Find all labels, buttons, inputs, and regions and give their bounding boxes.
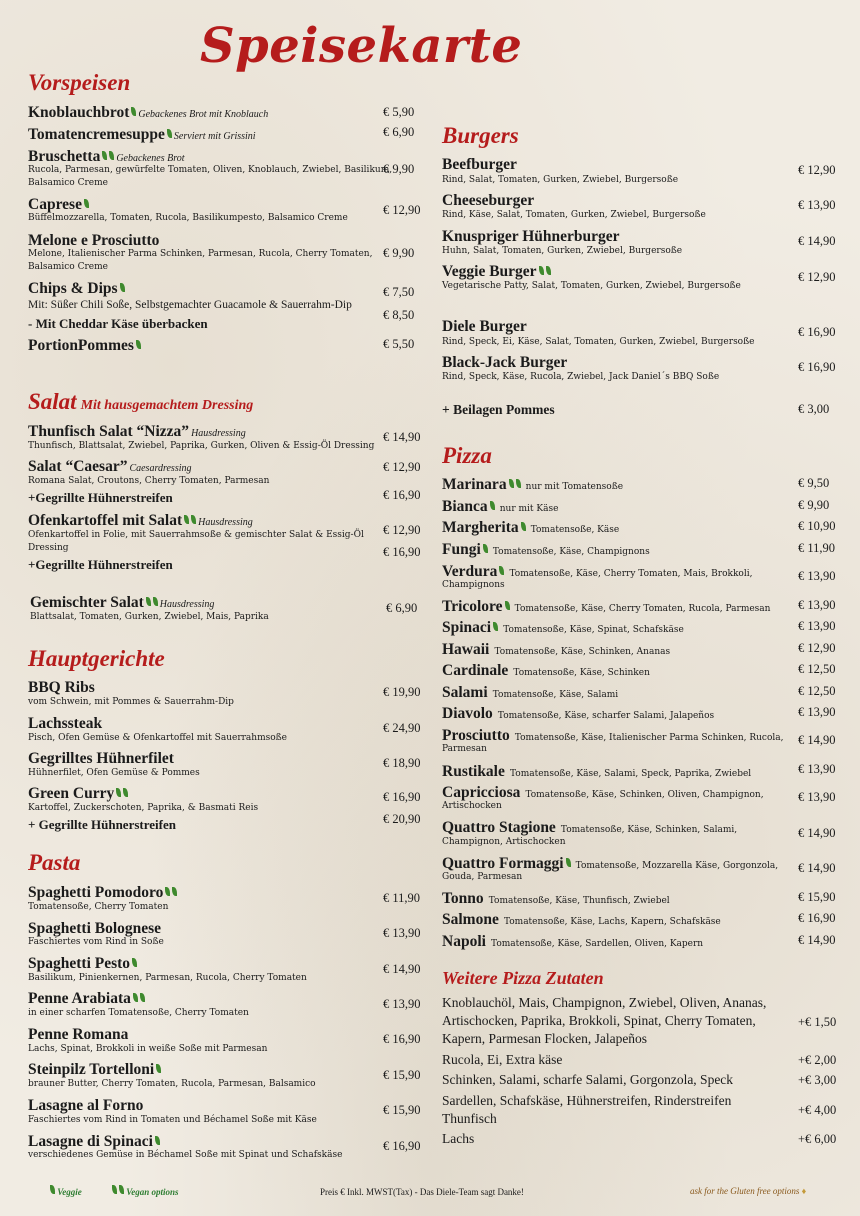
section-extras: Weitere Pizza Zutaten xyxy=(442,968,604,988)
item-name: Knuspriger Hühnerburger xyxy=(442,228,620,245)
section-vorspeisen: Vorspeisen xyxy=(28,70,131,95)
item-price: € 16,90 xyxy=(798,325,836,339)
item-price: € 14,90 xyxy=(383,430,421,444)
veggie-leaf-icon xyxy=(499,566,504,575)
item-desc: Parmesan xyxy=(442,744,487,754)
menu-item xyxy=(442,561,752,581)
item-desc: Tomatensoße, Käse, scharfer Salami, Jalapeños xyxy=(497,711,715,721)
item-price: € 11,90 xyxy=(798,541,836,555)
item-desc: Hühnerfilet, Ofen Gemüse & Pommes xyxy=(28,768,200,778)
extras-line: Thunfisch xyxy=(442,1111,497,1126)
item-name: Spaghetti Pomodoro xyxy=(28,884,164,901)
item-name: Melone e Prosciutto xyxy=(28,232,160,249)
item-price: € 15,90 xyxy=(798,890,836,904)
item-desc: Basilikum, Pinienkernen, Parmesan, Rucola, Cherry Tomaten xyxy=(28,973,307,983)
item-price: € 3,00 xyxy=(798,402,830,416)
item-name: Salat “Caesar” xyxy=(28,458,128,475)
item-price: € 13,90 xyxy=(798,762,836,776)
item-price: € 13,90 xyxy=(798,619,836,633)
menu-item xyxy=(442,261,551,281)
section-burgers: Burgers xyxy=(442,123,519,148)
vegan-leaf-icon xyxy=(109,151,114,160)
item-note: Hausdressing xyxy=(191,428,246,439)
footer-gluten-note xyxy=(690,1186,806,1196)
menu-item xyxy=(442,154,517,174)
veggie-leaf-icon xyxy=(132,958,137,967)
veggie-leaf-icon xyxy=(490,501,495,510)
item-price: € 16,90 xyxy=(383,545,421,559)
item-name: Steinpilz Tortelloni xyxy=(28,1061,155,1078)
item-price: € 16,90 xyxy=(383,488,421,502)
item-desc: Lachs, Spinat, Brokkoli in weiße Soße mit Parmesan xyxy=(28,1044,268,1054)
menu-item xyxy=(28,102,268,122)
item-price: € 12,90 xyxy=(383,203,421,217)
legend-vegan xyxy=(110,1185,179,1197)
vegan-leaf-icon xyxy=(516,479,521,488)
menu-item xyxy=(442,782,764,802)
item-price: € 15,90 xyxy=(383,1068,421,1082)
menu-item xyxy=(442,596,770,616)
menu-title: Speisekarte xyxy=(200,18,523,74)
item-price: € 14,90 xyxy=(798,826,836,840)
item-price: € 12,50 xyxy=(798,684,836,698)
item-name: Lasagne al Forno xyxy=(28,1097,144,1114)
menu-item xyxy=(28,146,185,166)
item-desc: Rind, Käse, Salat, Tomaten, Gurken, Zwiebel, Burgersoße xyxy=(442,210,706,220)
vegan-leaf-icon xyxy=(509,479,514,488)
menu-item xyxy=(28,677,95,697)
menu-item xyxy=(28,421,246,441)
item-desc: verschiedenes Gemüse in Béchamel Soße mit Spinat und Schafskäse xyxy=(28,1150,343,1160)
vegan-leaf-icon xyxy=(546,266,551,275)
item-desc: Tomatensoße, Käse, Sardellen, Oliven, Kapern xyxy=(491,939,704,949)
item-name: Prosciutto xyxy=(442,727,510,744)
item-price: € 16,90 xyxy=(383,1032,421,1046)
item-desc: Tomatensoße, Käse, Cherry Tomaten, Mais, Brokkoli, xyxy=(509,569,753,579)
item-name: Tricolore xyxy=(442,598,503,615)
item-name: Gegrilltes Hühnerfilet xyxy=(28,750,174,767)
wheat-icon: ♦ xyxy=(801,1186,807,1196)
item-desc: Thunfisch, Blattsalat, Zwiebel, Paprika, Gurken, Oliven & Essig-Öl Dressing xyxy=(28,441,375,451)
item-name: Ofenkartoffel mit Salat xyxy=(28,512,183,529)
menu-item xyxy=(442,190,534,210)
item-addon: + Beilagen Pommes xyxy=(442,402,555,417)
vegan-leaf-icon xyxy=(539,266,544,275)
item-name: Cheeseburger xyxy=(442,192,535,209)
item-desc: Faschiertes vom Rind in Soße xyxy=(28,937,164,947)
item-price: € 12,90 xyxy=(383,460,421,474)
extras-line: Sardellen, Schafskäse, Hühnerstreifen, Rinderstreifen xyxy=(442,1093,732,1108)
menu-item xyxy=(442,660,650,680)
item-desc: Tomatensoße, Käse, Italienischer Parma Schinken, Rucola, xyxy=(514,733,784,743)
vegan-leaf-icon xyxy=(112,1185,117,1194)
item-name: Spaghetti Bolognese xyxy=(28,920,162,937)
extras-price: +€ 3,00 xyxy=(798,1073,837,1087)
item-price: € 12,90 xyxy=(798,641,836,655)
item-name: Margherita xyxy=(442,519,519,536)
menu-item xyxy=(442,817,737,837)
item-desc: Champignon, Artischocken xyxy=(442,837,566,847)
item-name: Thunfisch Salat “Nizza” xyxy=(28,423,190,440)
item-price: € 11,90 xyxy=(383,891,421,905)
menu-item xyxy=(442,474,623,494)
item-name: Bruschetta xyxy=(28,148,101,165)
item-desc: Tomatensoße, Käse, Champignons xyxy=(492,547,650,557)
menu-item xyxy=(28,918,161,938)
menu-item xyxy=(28,124,256,144)
footer-tax-note: Preis € Inkl. MWST(Tax) - Das Diele-Team sagt Danke! xyxy=(320,1187,524,1197)
item-desc: brauner Butter, Cherry Tomaten, Rucola, Parmesan, Balsamico xyxy=(28,1079,316,1089)
item-desc: Dressing xyxy=(28,543,69,553)
item-desc: Tomatensoße, Käse, Schinken, Salami, xyxy=(560,825,738,835)
legend-veggie xyxy=(48,1185,82,1197)
veggie-leaf-icon xyxy=(505,601,510,610)
item-desc: Tomatensoße, Käse, Schinken, Ananas xyxy=(494,647,671,657)
item-price: € 12,90 xyxy=(798,163,836,177)
item-name: Verdura xyxy=(442,563,498,580)
menu-item xyxy=(442,316,527,336)
legend-label: Vegan options xyxy=(126,1187,179,1197)
menu-item xyxy=(442,761,751,781)
menu-item xyxy=(442,853,778,873)
item-price: € 9,90 xyxy=(798,498,830,512)
item-name: Lachssteak xyxy=(28,715,103,732)
item-price: € 16,90 xyxy=(798,360,836,374)
item-name: Cardinale xyxy=(442,662,509,679)
item-desc: Tomatensoße, Käse, Lachs, Kapern, Schafskäse xyxy=(503,917,721,927)
item-price: € 9,90 xyxy=(383,162,415,176)
extras-price: +€ 1,50 xyxy=(798,1015,837,1029)
item-desc: Kartoffel, Zuckerschoten, Paprika, & Basmati Reis xyxy=(28,803,259,813)
section-salat xyxy=(28,389,253,415)
vegan-leaf-icon xyxy=(146,597,151,606)
menu-item xyxy=(28,1024,128,1044)
item-name: Penne Romana xyxy=(28,1026,129,1043)
item-name: Salmone xyxy=(442,911,499,928)
veggie-leaf-icon xyxy=(483,544,488,553)
item-price: € 9,50 xyxy=(798,476,830,490)
menu-item xyxy=(28,456,192,476)
item-price: € 14,90 xyxy=(798,933,836,947)
menu-item xyxy=(442,682,618,702)
menu-item xyxy=(442,909,721,929)
vegan-leaf-icon xyxy=(140,993,145,1002)
item-name: Tonno xyxy=(442,890,484,907)
vegan-leaf-icon xyxy=(191,515,196,524)
item-desc: Tomatensoße, Käse, Cherry Tomaten, Rucola, Parmesan xyxy=(514,604,771,614)
menu-item xyxy=(442,226,620,246)
menu-item xyxy=(28,510,253,530)
item-name: Tomatencremesuppe xyxy=(28,126,165,143)
legend-label: Veggie xyxy=(57,1187,82,1197)
menu-item xyxy=(28,1059,161,1079)
item-desc: Melone, Italienischer Parma Schinken, Parmesan, Rucola, Cherry Tomaten, xyxy=(28,249,373,259)
extras-line: Artischocken, Paprika, Brokkoli, Spinat, Cherry Tomaten, xyxy=(442,1013,756,1028)
item-desc: Tomatensoße, Käse xyxy=(530,525,620,535)
section-title: Salat xyxy=(28,389,77,414)
extras-line: Rucola, Ei, Extra käse xyxy=(442,1052,563,1067)
item-name: Spinaci xyxy=(442,619,492,636)
item-price: € 20,90 xyxy=(383,812,421,826)
item-price: € 24,90 xyxy=(383,721,421,735)
item-price: € 14,90 xyxy=(383,962,421,976)
menu-item xyxy=(28,783,128,803)
item-desc: Rind, Salat, Tomaten, Gurken, Zwiebel, Burgersoße xyxy=(442,175,679,185)
section-hauptgerichte: Hauptgerichte xyxy=(28,646,165,671)
veggie-leaf-icon xyxy=(493,622,498,631)
extras-price: +€ 2,00 xyxy=(798,1053,837,1067)
item-desc: Balsamico Creme xyxy=(28,178,108,188)
gluten-label: ask for the Gluten free options xyxy=(690,1186,800,1196)
item-name: Penne Arabiata xyxy=(28,990,131,1007)
vegan-leaf-icon xyxy=(184,515,189,524)
extras-price: +€ 4,00 xyxy=(798,1103,837,1117)
item-price: € 13,90 xyxy=(798,569,836,583)
item-desc: Pisch, Ofen Gemüse & Ofenkartoffel mit Sauerrahmsoße xyxy=(28,733,287,743)
item-desc: Tomatensoße, Käse, Salami, Speck, Paprika, Zwiebel xyxy=(509,769,752,779)
item-price: € 10,90 xyxy=(798,519,836,533)
item-desc: Tomatensoße, Käse, Schinken xyxy=(513,668,650,678)
item-note: Serviert mit Grissini xyxy=(173,131,256,142)
menu-item xyxy=(28,335,141,355)
item-price: € 13,90 xyxy=(798,598,836,612)
extras-line: Kapern, Parmesan Flocken, Jalapeños xyxy=(442,1031,648,1046)
item-name: Rustikale xyxy=(442,763,505,780)
item-desc: Tomatensoße, Cherry Tomaten xyxy=(28,902,169,912)
item-name: Black-Jack Burger xyxy=(442,354,568,371)
item-addon: + Gegrillte Hühnerstreifen xyxy=(28,817,176,832)
item-name: Caprese xyxy=(28,196,82,213)
item-name: BBQ Ribs xyxy=(28,679,95,696)
vegan-leaf-icon xyxy=(119,1185,124,1194)
item-desc: Mit: Süßer Chili Soße, Selbstgemachter Guacamole & Sauerrahm-Dip xyxy=(28,299,352,311)
menu-item xyxy=(28,230,159,250)
item-price: € 16,90 xyxy=(798,911,836,925)
item-desc: Blattsalat, Tomaten, Gurken, Zwiebel, Mais, Paprika xyxy=(30,612,269,622)
menu-item xyxy=(28,1095,143,1115)
vegan-leaf-icon xyxy=(172,887,177,896)
menu-item xyxy=(28,953,137,973)
item-price: € 16,90 xyxy=(383,790,421,804)
item-name: Fungi xyxy=(442,541,481,558)
item-price: € 14,90 xyxy=(798,234,836,248)
item-price: € 7,50 xyxy=(383,285,415,299)
item-price: € 8,50 xyxy=(383,308,415,322)
item-desc: Champignons xyxy=(442,580,505,590)
item-name: Diele Burger xyxy=(442,318,527,335)
item-price: € 16,90 xyxy=(383,1139,421,1153)
item-desc: Gouda, Parmesan xyxy=(442,872,523,882)
item-price: € 13,90 xyxy=(383,926,421,940)
veggie-leaf-icon xyxy=(120,283,125,292)
item-desc: nur mit Käse xyxy=(499,504,559,514)
item-price: € 6,90 xyxy=(383,125,415,139)
item-addon: +Gegrillte Hühnerstreifen xyxy=(28,557,173,572)
item-price: € 12,50 xyxy=(798,662,836,676)
item-name: Quattro Formaggi xyxy=(442,855,564,872)
vegan-leaf-icon xyxy=(136,340,141,349)
item-price: € 12,90 xyxy=(798,270,836,284)
veggie-leaf-icon xyxy=(167,129,172,138)
veggie-leaf-icon xyxy=(131,107,136,116)
item-name: Hawaii xyxy=(442,641,490,658)
menu-item xyxy=(442,703,714,723)
menu-item xyxy=(28,748,174,768)
menu-item xyxy=(442,496,558,516)
item-price: € 14,90 xyxy=(798,861,836,875)
item-desc: Tomatensoße, Mozzarella Käse, Gorgonzola, xyxy=(575,861,779,871)
item-price: € 9,90 xyxy=(383,246,415,260)
veggie-leaf-icon xyxy=(155,1136,160,1145)
item-note: Gebackenes Brot mit Knoblauch xyxy=(138,109,269,120)
item-price: € 5,90 xyxy=(383,105,415,119)
menu-item xyxy=(442,931,703,951)
item-name: Marinara xyxy=(442,476,507,493)
extras-line: Schinken, Salami, scharfe Salami, Gorgonzola, Speck xyxy=(442,1072,734,1087)
veggie-leaf-icon xyxy=(156,1064,161,1073)
item-price: € 14,90 xyxy=(798,733,836,747)
item-desc: nur mit Tomatensoße xyxy=(525,482,624,492)
item-name: Salami xyxy=(442,684,488,701)
item-name: Beefburger xyxy=(442,156,517,173)
item-name: PortionPommes xyxy=(28,337,134,354)
item-desc: Tomatensoße, Käse, Schinken, Oliven, Champignon, xyxy=(525,790,764,800)
vegan-leaf-icon xyxy=(102,151,107,160)
item-desc: Rind, Speck, Ei, Käse, Salat, Tomaten, Gurken, Zwiebel, Burgersoße xyxy=(442,337,755,347)
item-desc: Büffelmozzarella, Tomaten, Rucola, Basilikumpesto, Balsamico Creme xyxy=(28,213,348,223)
item-name: Spaghetti Pesto xyxy=(28,955,131,972)
vegan-leaf-icon xyxy=(116,788,121,797)
item-desc: Ofenkartoffel in Folie, mit Sauerrahmsoße & gemischter Salat & Essig-Öl xyxy=(28,530,364,540)
vegan-leaf-icon xyxy=(153,597,158,606)
item-note: Caesardressing xyxy=(129,463,192,474)
item-desc: Faschiertes vom Rind in Tomaten und Béchamel Soße mit Käse xyxy=(28,1115,317,1125)
item-price: € 13,90 xyxy=(798,198,836,212)
item-note: Hausdressing xyxy=(198,517,253,528)
item-price: € 13,90 xyxy=(798,790,836,804)
item-desc: Artischocken xyxy=(442,801,502,811)
menu-item xyxy=(28,882,177,902)
menu-item xyxy=(442,539,650,559)
item-price: € 12,90 xyxy=(383,523,421,537)
menu-item xyxy=(28,1131,160,1151)
item-name: Chips & Dips xyxy=(28,280,118,297)
menu-item xyxy=(442,352,567,372)
item-price: € 15,90 xyxy=(383,1103,421,1117)
item-addon: +Gegrillte Hühnerstreifen xyxy=(28,490,173,505)
vegan-leaf-icon xyxy=(123,788,128,797)
veggie-leaf-icon xyxy=(566,858,571,867)
vegan-leaf-icon xyxy=(133,993,138,1002)
item-price: € 19,90 xyxy=(383,685,421,699)
item-desc: Rind, Speck, Käse, Rucola, Zwiebel, Jack Daniel´s BBQ Soße xyxy=(442,372,720,382)
item-addon: - Mit Cheddar Käse überbacken xyxy=(28,316,208,331)
item-desc: Tomatensoße, Käse, Spinat, Schafskäse xyxy=(503,625,684,635)
item-price: € 13,90 xyxy=(798,705,836,719)
menu-item xyxy=(30,592,214,612)
menu-item xyxy=(442,617,684,637)
item-price: € 18,90 xyxy=(383,756,421,770)
menu-item xyxy=(442,517,619,537)
menu-item xyxy=(442,639,670,659)
item-note: Hausdressing xyxy=(159,599,215,610)
item-name: Bianca xyxy=(442,498,488,515)
item-price: € 5,50 xyxy=(383,337,415,351)
item-price: € 6,90 xyxy=(386,601,418,615)
item-desc: Rucola, Parmesan, gewürfelte Tomaten, Oliven, Knoblauch, Zwiebel, Basilikum, xyxy=(28,165,393,175)
veggie-leaf-icon xyxy=(521,522,526,531)
veggie-leaf-icon xyxy=(50,1185,55,1194)
item-note: Gebackenes Brot xyxy=(116,153,185,164)
item-desc: Romana Salat, Croutons, Cherry Tomaten, Parmesan xyxy=(28,476,270,486)
extras-price: +€ 6,00 xyxy=(798,1132,837,1146)
extras-line: Lachs xyxy=(442,1131,475,1146)
item-name: Green Curry xyxy=(28,785,115,802)
menu-item xyxy=(28,988,145,1008)
extras-line: Knoblauchöl, Mais, Champignon, Zwiebel, Oliven, Ananas, xyxy=(442,995,767,1010)
item-price: € 13,90 xyxy=(383,997,421,1011)
item-name: Capricciosa xyxy=(442,784,521,801)
item-name: Diavolo xyxy=(442,705,493,722)
vegan-leaf-icon xyxy=(165,887,170,896)
item-desc: Balsamico Creme xyxy=(28,262,108,272)
item-desc: Vegetarische Patty, Salat, Tomaten, Gurken, Zwiebel, Burgersoße xyxy=(442,281,741,291)
section-subtitle: Mit hausgemachtem Dressing xyxy=(80,398,254,413)
section-pasta: Pasta xyxy=(28,850,81,875)
item-desc: in einer scharfen Tomatensoße, Cherry Tomaten xyxy=(28,1008,249,1018)
veggie-leaf-icon xyxy=(84,199,89,208)
item-name: Lasagne di Spinaci xyxy=(28,1133,153,1150)
item-name: Quattro Stagione xyxy=(442,819,556,836)
item-desc: vom Schwein, mit Pommes & Sauerrahm-Dip xyxy=(28,697,234,707)
item-name: Veggie Burger xyxy=(442,263,537,280)
item-desc: Tomatensoße, Käse, Thunfisch, Zwiebel xyxy=(488,896,670,906)
item-name: Gemischter Salat xyxy=(30,594,144,611)
menu-item xyxy=(442,888,670,908)
section-pizza: Pizza xyxy=(442,443,492,468)
item-desc: Huhn, Salat, Tomaten, Gurken, Zwiebel, Burgersoße xyxy=(442,246,683,256)
menu-item xyxy=(442,725,783,745)
item-name: Napoli xyxy=(442,933,486,950)
item-desc: Tomatensoße, Käse, Salami xyxy=(492,690,619,700)
item-name: Knoblauchbrot xyxy=(28,104,130,121)
menu-item xyxy=(28,713,102,733)
menu-item xyxy=(28,278,125,298)
menu-item xyxy=(28,194,89,214)
